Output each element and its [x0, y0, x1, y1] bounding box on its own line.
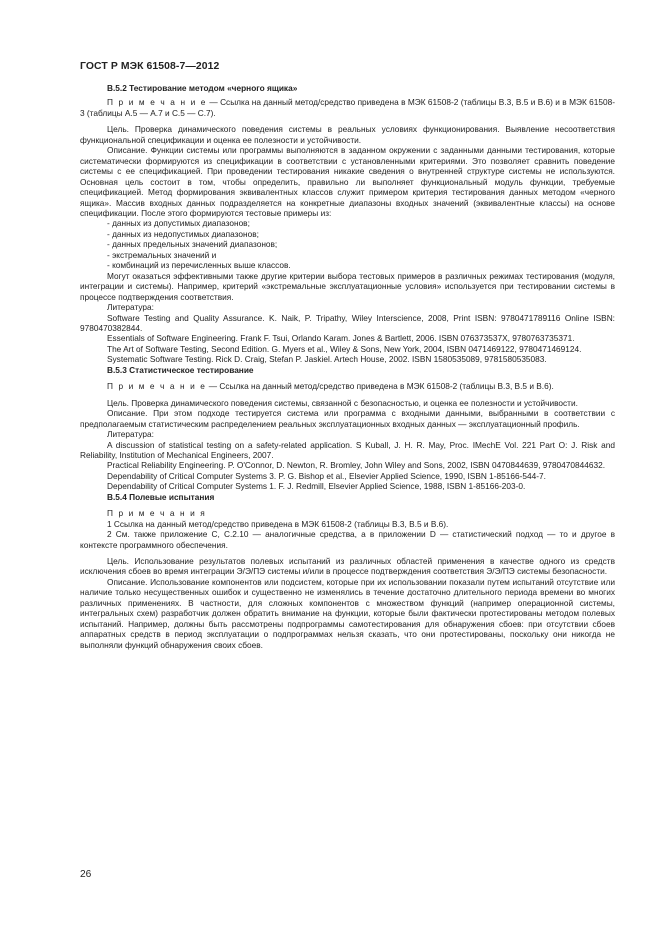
page-number: 26 — [80, 869, 92, 880]
list-item: - данных предельных значений диапазонов; — [107, 239, 278, 250]
description-paragraph: Описание. Функции системы или программы выполняются в заданном окружении с заданными данными тестирования, которые систематически формируются из спецификации в соответствии с установленными критериями. Это позволяет сравнить поведение системы с ее спецификацией. При проведении тестирования никакие сведения о внутренней структуре системы не используются. Основная цель состоит в том, чтобы определить, правильно ли выполняет функциональный модуль функции, требуемые спецификацией. Метод формирования эквивалентных классов служит примером критерия тестирования данных методом «черного ящика». Массив входных данных подразделяется на конкретные диапазоны входных значений (эквивалентные классы) на основе спецификации. После этого формируются тестовые примеры из: — [80, 145, 615, 218]
list-item: - комбинаций из перечисленных выше классов. — [107, 260, 291, 271]
literature-item: Dependability of Critical Computer Systems 3. P. G. Bishop et al., Elsevier Applied Science, 1990, ISBN 1-85166-544-7. — [107, 470, 546, 481]
description-paragraph: Описание. При этом подходе тестируется система или программа с входными данными, выбранными в соответствии с предполагаемым статистическим распределением реальных эксплуатационных входных данных — эксплуатационный профиль. — [80, 408, 615, 429]
literature-item: Software Testing and Quality Assurance. K. Naik, P. Tripathy, Wiley Interscience, 2008, Print ISBN: 9780471789116 Online ISBN: 9780470382844. — [80, 312, 615, 333]
notes-label: П р и м е ч а н и я — [107, 508, 207, 519]
literature-item: Practical Reliability Engineering. P. O'Connor, D. Newton, R. Bromley, John Wiley and Sons, 2002, ISBN 0470844639, 9780470844632. — [107, 460, 606, 471]
note — [80, 97, 615, 118]
document-body — [80, 83, 615, 650]
note-text: — Ссылка на данный метод/средство приведена в МЭК 61508-2 (таблицы В.3, В.5 и В.6) и в МЭК 61508-3 (таблицы А.5 — А.7 и С.5 — С.7). — [80, 97, 615, 118]
literature-label: Литература: — [107, 429, 154, 440]
list-item: - экстремальных значений и — [107, 249, 217, 260]
note-text: — Ссылка на данный метод/средство приведена в МЭК 61508-2 (таблицы В.3, В.5 и В.6). — [206, 381, 554, 392]
literature-item: Essentials of Software Engineering. Frank F. Tsui, Orlando Karam. Jones & Bartlett, 2006. ISBN 076373537X, 9780763735371. — [107, 333, 575, 344]
literature-item: A discussion of statistical testing on a safety-related application. S Kuball, J. H. R. May, Proc. IMechE Vol. 221 Part O: J. Risk and Reliability, Institution of Mechanical Engineers, 2007. — [80, 439, 615, 460]
document-header: ГОСТ Р МЭК 61508-7—2012 — [80, 61, 220, 72]
extra-paragraph: Могут оказаться эффективными также другие критерии выбора тестовых примеров в различных режимах тестирования (модуля, интеграции и системы). Например, критерий «экстремальные эксплуатационные условия» используется при тестировании системы в процессе подтверждения соответствия. — [80, 270, 615, 302]
section-heading: B.5.4 Полевые испытания — [107, 491, 215, 502]
list-item: - данных из допустимых диапазонов; — [107, 218, 250, 229]
note-item: 1 Ссылка на данный метод/средство приведена в МЭК 61508-2 (таблицы В.3, В.5 и В.6). — [107, 518, 449, 529]
section-heading: B.5.2 Тестирование методом «черного ящика» — [107, 83, 298, 93]
aim-paragraph: Цель. Использование результатов полевых испытаний из различных областей применения в качестве одного из средств исключения сбоев во время интеграции Э/Э/ПЭ системы и/или в процессе подтверждения соответствия Э/Э/ПЭ системы безопасности. — [80, 556, 615, 577]
literature-label: Литература: — [107, 302, 154, 313]
note — [80, 381, 615, 391]
section-heading: B.5.3 Статистическое тестирование — [107, 364, 254, 375]
note-label: П р и м е ч а н и е — [107, 381, 207, 392]
note-label: П р и м е ч а н и е — [107, 97, 208, 108]
literature-item: Dependability of Critical Computer Systems 1. F. J. Redmill, Elsevier Applied Science, 1988, ISBN 1-85166-203-0. — [107, 481, 526, 492]
description-paragraph: Описание. Использование компонентов или подсистем, которые при их использовании показали путем испытаний отсутствие или наличие только несущественных ошибок и существенно не изменялись в течение достаточно длительного периода времени во многих различных применениях. В частности, для сложных компонентов с множеством функций (например операционной системы, интегральных схем) разработчик должен обратить внимание на функции, которые были фактически протестированы методом полевых испытаний. Например, должны быть рассмотрены подпрограммы самотестирования для обнаружения сбоев: при отсутствии сбоев аппаратных средств в период эксплуатации о подпрограммах нельзя сказать, что они протестированы, поскольку они никогда не выполняли функций обнаружения своих сбоев. — [80, 576, 615, 650]
list-item: - данных из недопустимых диапазонов; — [107, 228, 259, 239]
literature-item: The Art of Software Testing, Second Edition. G. Myers et al., Wiley & Sons, New York, 2004, ISBN 0471469122, 9780471469124. — [107, 343, 582, 354]
literature-item: Systematic Software Testing. Rick D. Craig, Stefan P. Jaskiel. Artech House, 2002. ISBN 1580535089, 9781580535083. — [107, 354, 547, 365]
note-item: 2 См. также приложение С, С.2.10 — аналогичные средства, а в приложении D — статистический подход — то и другое в контексте программного обеспечения. — [80, 529, 615, 550]
aim-paragraph: Цель. Проверка динамического поведения системы в реальных условиях функционирования. Выявление несоответствия функциональной спецификации и оценка ее полезности и устойчивости. — [80, 124, 615, 145]
aim-paragraph: Цель. Проверка динамического поведения системы, связанной с безопасностью, и оценка ее полезности и устойчивости. — [107, 397, 578, 408]
